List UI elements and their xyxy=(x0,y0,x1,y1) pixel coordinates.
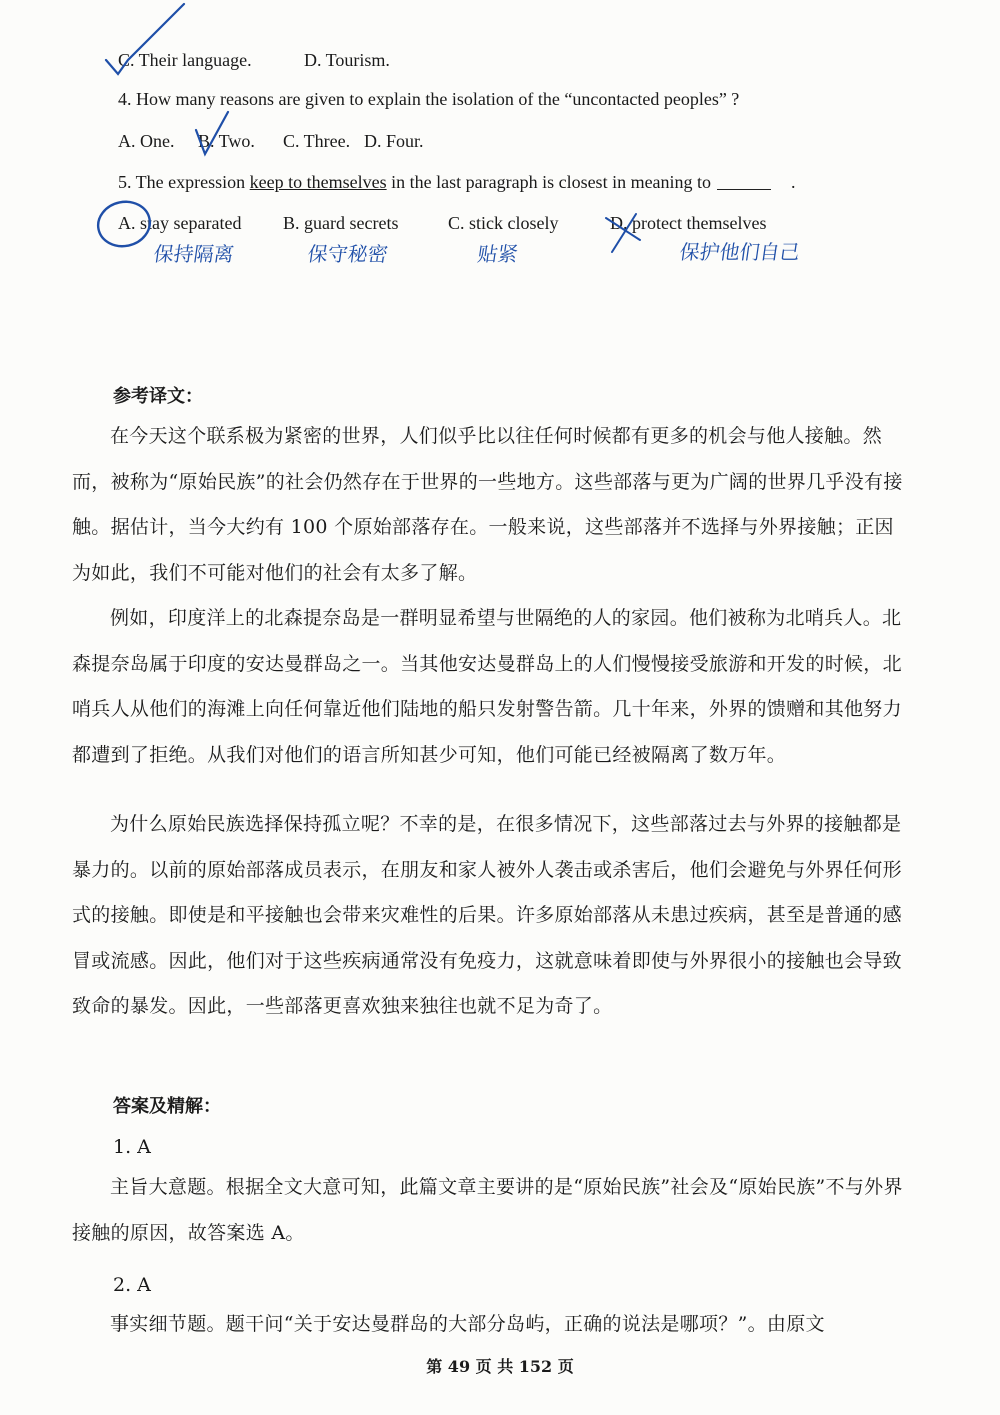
q5-option-a: A. stay separated xyxy=(118,213,242,233)
handwriting-c: 贴紧 xyxy=(476,242,520,266)
translation-paragraph-2: 例如，印度洋上的北森提奈岛是一群明显希望与世隔绝的人的家园。他们被称为北哨兵人。北森提奈岛属于印度的安达曼群岛之一。当其他安达曼群岛上的人们慢慢接受旅游和开发的时候，北哨兵人从他们的海滩上向任何靠近他们陆地的船只发射警告箭。几十年来，外界的馈赠和其他努力都遭到了拒绝。从我们对他们的语言所知甚少可知，他们可能已经被隔离了数万年。 xyxy=(72,607,902,766)
q4-option-c: C. Three. xyxy=(283,131,351,151)
q4-option-b: B. Two. xyxy=(198,131,255,151)
handwriting-d: 保护他们自己 xyxy=(678,240,802,264)
q5-option-c: C. stick closely xyxy=(448,213,559,233)
q5-option-d: D. protect themselves xyxy=(610,213,767,233)
q5-key-phrase: keep to themselves xyxy=(249,172,387,192)
handwriting-b: 保守秘密 xyxy=(306,242,390,266)
answer-blank xyxy=(717,188,771,190)
q4-stem: 4. How many reasons are given to explain the isolation of the “uncontacted peoples” ? xyxy=(118,89,740,109)
q5-option-b: B. guard secrets xyxy=(283,213,399,233)
answer-2-number: 2. A xyxy=(113,1274,151,1296)
answer-1-number: 1. A xyxy=(113,1136,151,1158)
answers-heading: 答案及精解： xyxy=(113,1096,221,1117)
handwriting-a: 保持隔离 xyxy=(152,242,236,266)
translation-paragraph-1: 在今天这个联系极为紧密的世界，人们似乎比以往任何时候都有更多的机会与他人接触。然而，被称为“原始民族”的社会仍然存在于世界的一些地方。这些部落与更为广阔的世界几乎没有接触。据估计，当今大约有 100 个原始部落存在。一般来说，这些部落并不选择与外界接触；正因为如此，我们不可能对他们的社会有太多了解。 xyxy=(72,425,903,584)
translation-paragraph-3: 为什么原始民族选择保持孤立呢？不幸的是，在很多情况下，这些部落过去与外界的接触都是暴力的。以前的原始部落成员表示，在朋友和家人被外人袭击或杀害后，他们会避免与外界任何形式的接触。即使是和平接触也会带来灾难性的后果。许多原始部落从未患过疾病，甚至是普通的感冒或流感。因此，他们对于这些疾病通常没有免疫力，这就意味着即使与外界很小的接触也会导致致命的暴发。因此，一些部落更喜欢独来独往也就不足为奇了。 xyxy=(72,813,902,1017)
answer-2-explanation: 事实细节题。题干问“关于安达曼群岛的大部分岛屿，正确的说法是哪项？”。由原文 xyxy=(110,1313,825,1335)
q4-option-d: D. Four. xyxy=(364,131,424,151)
q3-option-d: D. Tourism. xyxy=(304,50,390,70)
answer-1-explanation: 主旨大意题。根据全文大意可知，此篇文章主要讲的是“原始民族”社会及“原始民族”不与外界接触的原因，故答案选 A。 xyxy=(72,1176,903,1244)
q5-stem: 5. The expression keep to themselves in the last paragraph is closest in meaning to . xyxy=(118,172,796,192)
q4-option-a: A. One. xyxy=(118,131,175,151)
page-footer: 第 49 页 共 152 页 xyxy=(426,1357,574,1376)
translation-heading: 参考译文： xyxy=(113,386,203,407)
q3-option-c: C. Their language. xyxy=(118,50,252,70)
